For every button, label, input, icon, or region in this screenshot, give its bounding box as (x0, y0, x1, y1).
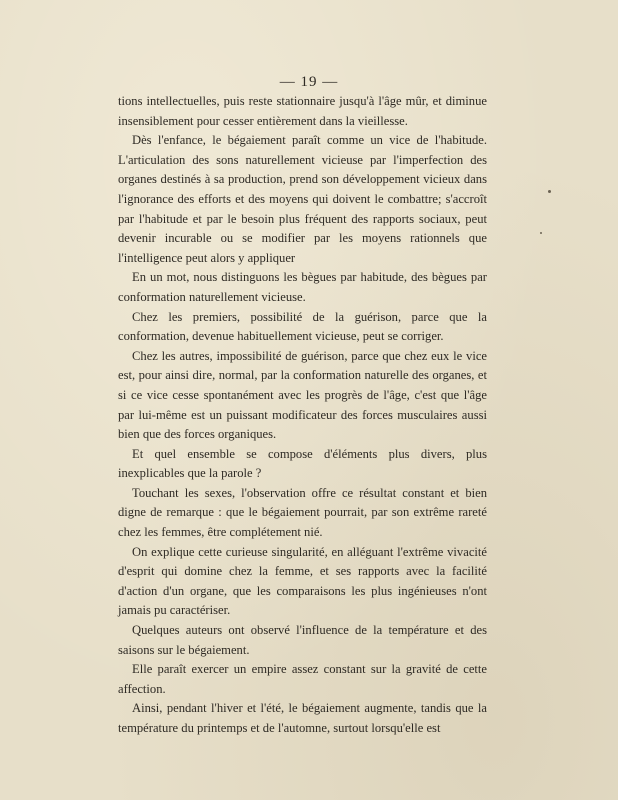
paragraph: Quelques auteurs ont observé l'influence de la température et des saisons sur le bégaiement. (118, 623, 487, 657)
paragraph: Elle paraît exercer un empire assez constant sur la gravité de cette affection. (118, 662, 487, 696)
paragraph: Dès l'enfance, le bégaiement paraît comme un vice de l'habitude. L'articulation des sons naturellement vicieuse par l'imperfection des organes destinés à sa production, prend son développement vicieux dans l'ignorance des efforts et des moyens qui doivent le combattre; s'accroît par l'habitude et par le besoin plus fréquent des rapports sociaux, peut devenir incurable ou se modifier par les moyens rationnels que l'intelligence peut alors y appliquer (118, 133, 487, 265)
paragraph: Chez les premiers, possibilité de la guérison, parce que la conformation, devenue habituellement vicieuse, peut se corriger. (118, 309, 487, 344)
paper-speck (548, 190, 551, 193)
paragraph: tions intellectuelles, puis reste stationnaire jusqu'à l'âge mûr, et diminue insensiblement pour cesser entièrement dans la vieillesse. (118, 94, 487, 128)
paragraph: En un mot, nous distinguons les bègues par habitude, des bègues par conformation naturellement vicieuse. (118, 270, 487, 304)
page-number: — 19 — (279, 74, 339, 90)
paragraph: Et quel ensemble se compose d'éléments plus divers, plus inexplicables que la parole ? (118, 446, 487, 481)
paragraph: On explique cette curieuse singularité, en alléguant l'extrême vivacité d'esprit qui domine chez la femme, et ses rapports avec la facilité d'action d'un organe, que les comparaisons les plus ingénieuses n'ont jamais pu caractériser. (118, 544, 487, 618)
paper-speck (540, 232, 542, 234)
paragraph: Ainsi, pendant l'hiver et l'été, le bégaiement augmente, tandis que la température du printemps et de l'automne, surtout lorsqu'elle est (118, 701, 487, 735)
paragraph: Touchant les sexes, l'observation offre ce résultat constant et bien digne de remarque : que le bégaiement pourrait, par son extrême rareté chez les femmes, être complétement nié. (118, 485, 487, 540)
body-text (118, 92, 487, 739)
paragraph: Chez les autres, impossibilité de guérison, parce que chez eux le vice est, pour ainsi dire, normal, par la conformation naturelle des organes, et si ce vice cesse spontanément avec les progrès de l'âge, c'est que l'âge par lui-même est un puissant modificateur des forces musculaires aussi bien que des forces organiques. (118, 348, 487, 442)
